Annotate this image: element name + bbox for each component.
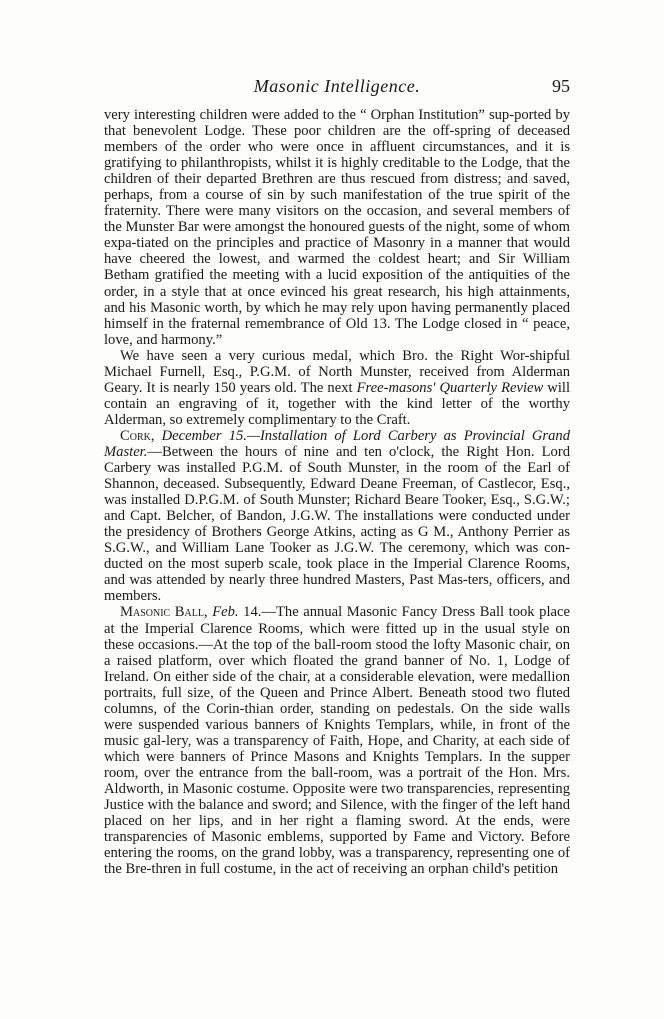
- paragraph-curious-medal: [104, 348, 570, 428]
- paragraph-orphan-institution: [104, 107, 570, 348]
- publication-title: Free-masons' Quarterly Review: [356, 379, 544, 396]
- paragraph-cork-installation: [104, 428, 570, 605]
- paragraph-text: very interesting children were added to the “ Orphan Institution” sup-ported by that benevolent Lodge. These poor children are the off-spring of deceased members of the order who were once in affluent circumstances, and it is gratifying to philanthropists, whilst it is highly creditable to the Lodge, that the children of their departed Brethren are thus rescued from distress; and saved, perhaps, from a course of sin by such manifestation of the true spirit of the fraternity. There were many visitors on the occasion, and several members of the Munster Bar were amongst the honoured guests of the night, some of whom expa-tiated on the principles and practice of Masonry in a manner that would have cheered the lowest, and warmed the coldest heart; and Sir William Betham gratified the meeting with a lucid exposition of the antiquities of the order, in a style that at once evinced his great research, his high attainments, and his Masonic worth, by which he may rely upon having permanently placed himself in the fraternal remembrance of Old 13. The Lodge closed in “ peace, love, and harmony.”: [104, 107, 570, 348]
- entry-date: December 15.: [154, 427, 247, 444]
- entry-title: Masonic Ball,: [120, 604, 208, 621]
- article-body: [104, 107, 570, 877]
- paragraph-text: will contain an engraving of it, together with the kind letter of the worthy Alderman, so extremely complimentary to the Craft.: [104, 379, 571, 428]
- paragraph-text: —Between the hours of nine and ten o'clock, the Right Hon. Lord Carbery was installed P.G.M. of South Munster, in the room of the Earl of Shannon, deceased. Subsequently, Edward Deane Freeman, of Castlecor, Esq., was installed D.P.G.M. of South Munster; Richard Beare Tooker, Esq., S.G.W.; and Capt. Belcher, of Bandon, J.G.W. The installations were conducted under the presidency of Brothers George Atkins, acting as G M., Anthony Perrier as S.G.W., and William Lane Tooker as J.G.W. The ceremony, which was con-ducted on the most superb scale, took place in the Imperial Clarence Rooms, and was attended by nearly three hundred Masters, Past Mas-ters, officers, and members.: [104, 443, 570, 605]
- paragraph-masonic-ball: [104, 604, 570, 877]
- page-header: [104, 76, 570, 100]
- paragraph-text: We have seen a very curious medal, which Bro. the Right Wor-shipful Michael Furnell, Esq., P.G.M. of North Munster, received from Alderman Geary. It is nearly 150 years old. The next: [104, 347, 570, 396]
- paragraph-text: 14.—The annual Masonic Fancy Dress Ball took place at the Imperial Clarence Rooms, which were fitted up in the usual style on these occasions.—At the top of the ball-room stood the lofty Masonic chair, on a raised platform, over which floated the grand banner of No. 1, Lodge of Ireland. On either side of the chair, at a considerable elevation, were medallion portraits, full size, of the Queen and Prince Albert. Beneath stood two fluted columns, of the Corin-thian order, standing on pedestals. On the side walls were suspended various banners of Knights Templars, while, in front of the music gal-lery, was a transparency of Faith, Hope, and Charity, at each side of which were banners of Prince Masons and Knights Templars. In the supper room, over the entrance from the ball-room, was a portrait of the Hon. Mrs. Aldworth, in Masonic costume. Opposite were two transparencies, representing Justice with the balance and sword; and Silence, with the finger of the left hand placed on her lips, and in her right a flaming sword. At the ends, were transparencies of Masonic emblems, supported by Fame and Victory. Before entering the rooms, on the grand lobby, was a transparency, representing one of the Bre-thren in full costume, in the act of receiving an orphan child's petition: [104, 604, 570, 878]
- page-number: 95: [552, 76, 570, 96]
- running-title: Masonic Intelligence.: [253, 76, 421, 96]
- entry-heading: —Installation of Lord Carbery as Provincial Grand Master.: [104, 427, 570, 460]
- place-name: Cork,: [120, 427, 155, 444]
- entry-date: Feb.: [207, 604, 239, 621]
